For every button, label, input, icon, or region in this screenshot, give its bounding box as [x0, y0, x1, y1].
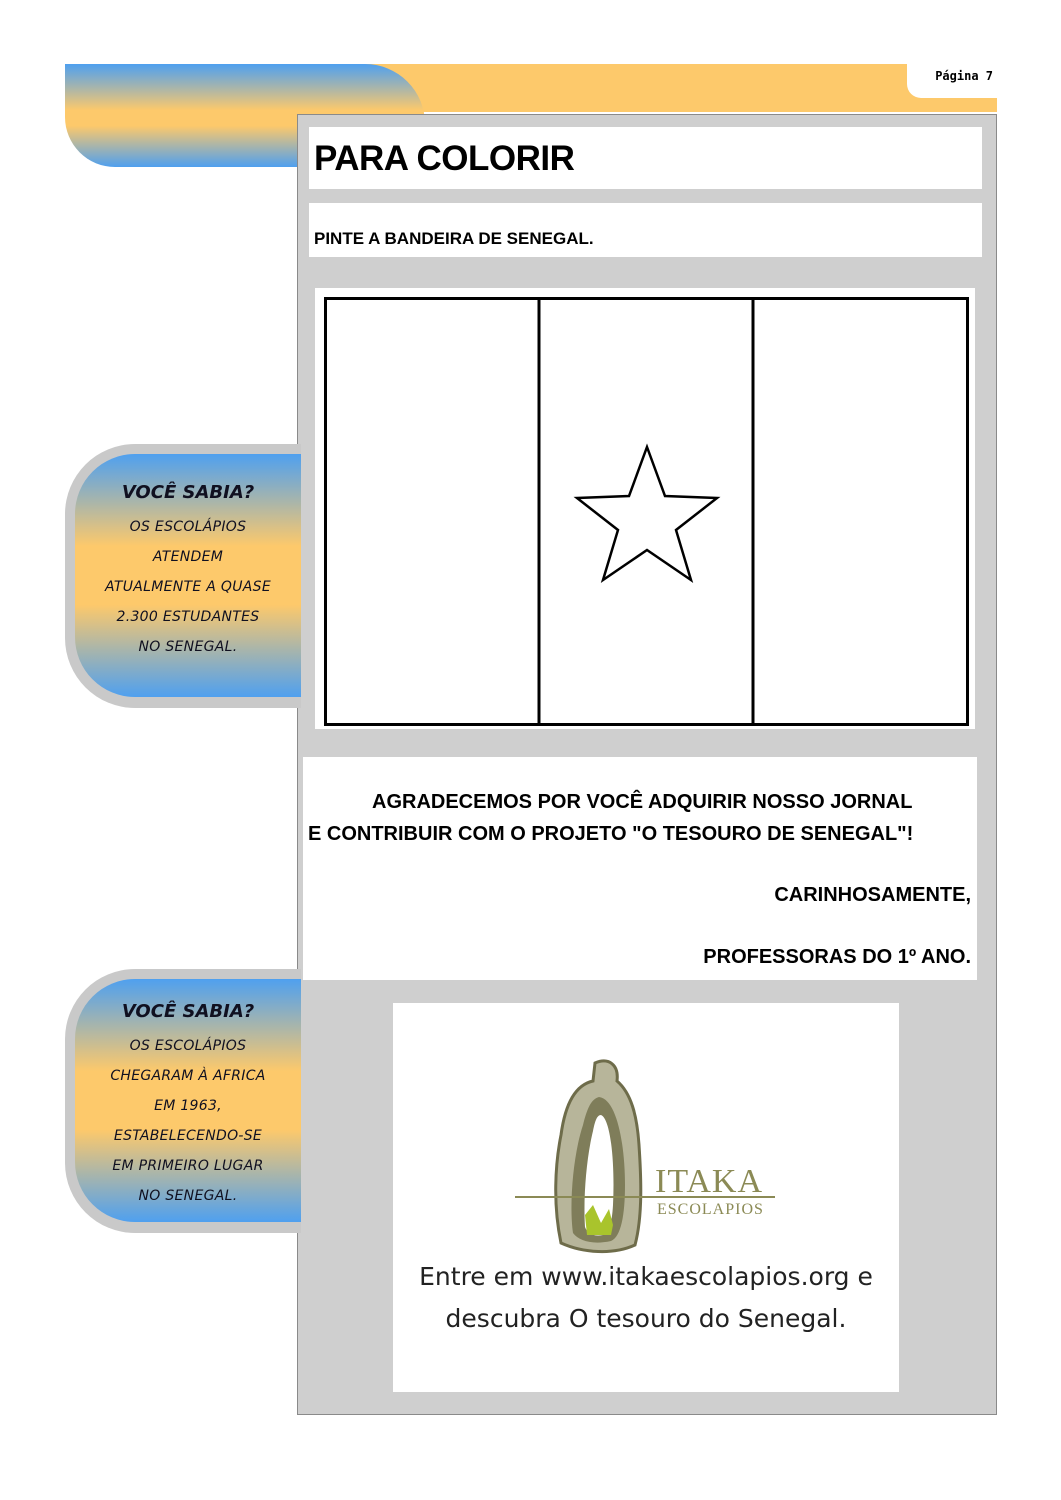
- fact-box-2-line: OS ESCOLÁPIOS: [129, 1038, 247, 1054]
- signature-text: PROFESSORAS DO 1º ANO.: [703, 946, 971, 968]
- logo-subtitle: ESCOLAPIOS: [657, 1201, 764, 1218]
- fact-box-1-line: 2.300 ESTUDANTES: [116, 609, 260, 625]
- itaka-logo-icon: [513, 1055, 778, 1255]
- fact-box-1-inner: [75, 454, 301, 697]
- thanks-text-line1: AGRADECEMOS POR VOCÊ ADQUIRIR NOSSO JORNAL: [372, 791, 913, 813]
- page-number: Página 7: [935, 69, 993, 83]
- title-box: [309, 127, 982, 189]
- page-title: PARA COLORIR: [314, 139, 575, 178]
- fact-box-1-line: NO SENEGAL.: [138, 639, 238, 655]
- closing-text: CARINHOSAMENTE,: [774, 884, 971, 906]
- fact-box-1-line: ATUALMENTE A QUASE: [105, 579, 271, 595]
- fact-box-2: [65, 969, 301, 1233]
- fact-box-1-line: OS ESCOLÁPIOS: [129, 519, 247, 535]
- fact-box-2-line: EM 1963,: [154, 1098, 222, 1114]
- fact-box-1: [65, 444, 301, 708]
- senegal-flag-outline: [324, 297, 969, 726]
- fact-box-2-title: VOCÊ SABIA?: [121, 1001, 255, 1022]
- ad-text-line2: descubra O tesouro do Senegal.: [445, 1304, 847, 1333]
- fact-box-2-line: CHEGARAM À AFRICA: [110, 1068, 266, 1084]
- instruction-text: PINTE A BANDEIRA DE SENEGAL.: [314, 229, 594, 248]
- fact-box-2-line: EM PRIMEIRO LUGAR: [112, 1158, 264, 1174]
- fact-box-1-line: ATENDEM: [152, 549, 224, 565]
- instruction-box: [309, 203, 982, 257]
- fact-box-1-title: VOCÊ SABIA?: [121, 482, 255, 503]
- fact-box-2-line: NO SENEGAL.: [138, 1188, 238, 1204]
- fact-box-2-line: ESTABELECENDO-SE: [113, 1128, 263, 1144]
- thanks-text-line2: E CONTRIBUIR COM O PROJETO "O TESOURO DE SENEGAL"!: [308, 823, 914, 845]
- logo-name: ITAKA: [655, 1163, 764, 1200]
- fact-box-2-inner: [75, 979, 301, 1222]
- ad-text-line1: Entre em www.itakaescolapios.org e: [419, 1262, 873, 1291]
